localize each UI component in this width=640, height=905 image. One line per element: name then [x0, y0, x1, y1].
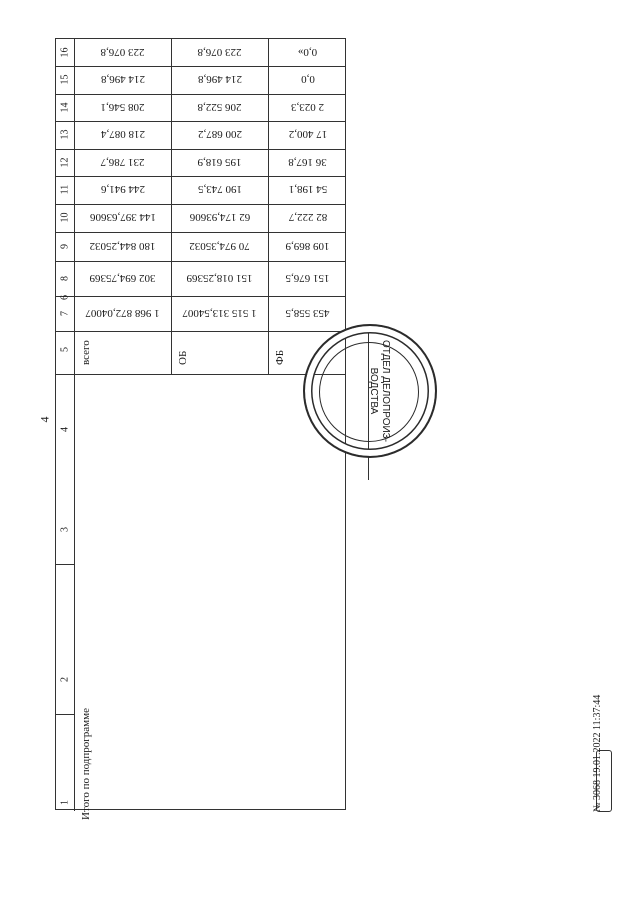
column-number: 1 [59, 800, 71, 805]
column-number: 13 [59, 129, 71, 140]
table-cell: 214 496,8 [100, 73, 145, 85]
table-cell: 0,0» [297, 45, 318, 58]
table-cell: 244 941,6 [100, 183, 145, 195]
row-rule [56, 94, 345, 95]
table-cell: 0,0 [300, 73, 315, 85]
row-rule [56, 204, 345, 205]
column-number: 2 [59, 677, 71, 682]
table-cell: 453 558,5 [285, 306, 330, 319]
table-cell: 223 076,8 [197, 45, 242, 58]
table-cell: 190 743,5 [197, 183, 242, 195]
row-rule [56, 66, 345, 67]
table-cell: 223 076,8 [100, 45, 145, 58]
column-number: 12 [59, 157, 71, 167]
table-cell: 206 522,8 [197, 100, 242, 113]
table-cell: 151 018,25369 [186, 271, 253, 284]
registration-number: № 3068 19.01.2022 11:37:44 [592, 694, 603, 812]
table-cell: 180 844,25032 [89, 239, 156, 252]
column-number: 8 [59, 275, 71, 281]
column-number: 6 [59, 295, 71, 300]
table-cell: 144 397,63606 [89, 211, 156, 223]
stamp-text: ОТДЕЛ ДЕЛОПРОИЗ-ВОДСТВА [368, 339, 391, 443]
column-number: 9 [59, 243, 71, 249]
table-cell: 2 023,3 [291, 100, 324, 113]
table-cell: 109 869,9 [285, 239, 330, 252]
row-rule [56, 564, 74, 565]
table-cell: 214 496,8 [197, 73, 242, 85]
column-number: 14 [59, 102, 71, 112]
table-cell: 231 786,7 [100, 155, 145, 168]
table-cell: 1 968 872,04007 [85, 306, 160, 319]
table-cell: 200 687,2 [197, 128, 242, 140]
row-rule [56, 331, 345, 332]
table-cell: 36 167,8 [288, 155, 327, 168]
row-rule [56, 121, 345, 122]
table-cell: 195 618,9 [197, 155, 242, 168]
row-rule [56, 149, 345, 150]
column-number: 7 [59, 310, 71, 316]
page-number: 4 [37, 416, 52, 423]
office-stamp [303, 324, 437, 458]
row-rule [56, 296, 345, 297]
table-cell: 302 694,75369 [89, 271, 156, 284]
row-source-label: ФБ [274, 349, 286, 365]
row-rule [56, 232, 345, 233]
column-number: 10 [59, 212, 71, 223]
col-rule [268, 39, 269, 374]
column-number: 16 [59, 47, 71, 57]
budget-table-vertical [55, 38, 346, 820]
table-cell: 218 087,4 [100, 128, 145, 140]
subprogram-total-label: Итого по подпрограмме [80, 708, 92, 820]
table-cell: 17 400,2 [288, 128, 327, 140]
table-cell: 208 546,1 [100, 100, 145, 113]
table-cell: 54 198,1 [288, 183, 327, 195]
row-source-label: всего [80, 340, 92, 365]
column-number: 5 [59, 347, 71, 352]
col-rule [171, 39, 172, 374]
table-cell: 62 174,93606 [189, 211, 250, 223]
column-number: 3 [59, 527, 71, 532]
row-rule [56, 714, 74, 715]
table-cell: 82 222,7 [288, 211, 327, 223]
table-cell: 1 515 313,54007 [182, 306, 257, 319]
row-source-label: ОБ [177, 350, 189, 365]
row-rule [56, 261, 345, 262]
table-cell: 70 974,35032 [189, 239, 250, 252]
row-rule [56, 374, 345, 375]
col-rule [74, 39, 75, 811]
table-cell: 151 676,5 [285, 271, 330, 284]
column-number: 11 [59, 184, 71, 195]
column-number: 4 [59, 427, 71, 432]
row-rule [56, 176, 345, 177]
column-number: 15 [59, 74, 71, 85]
